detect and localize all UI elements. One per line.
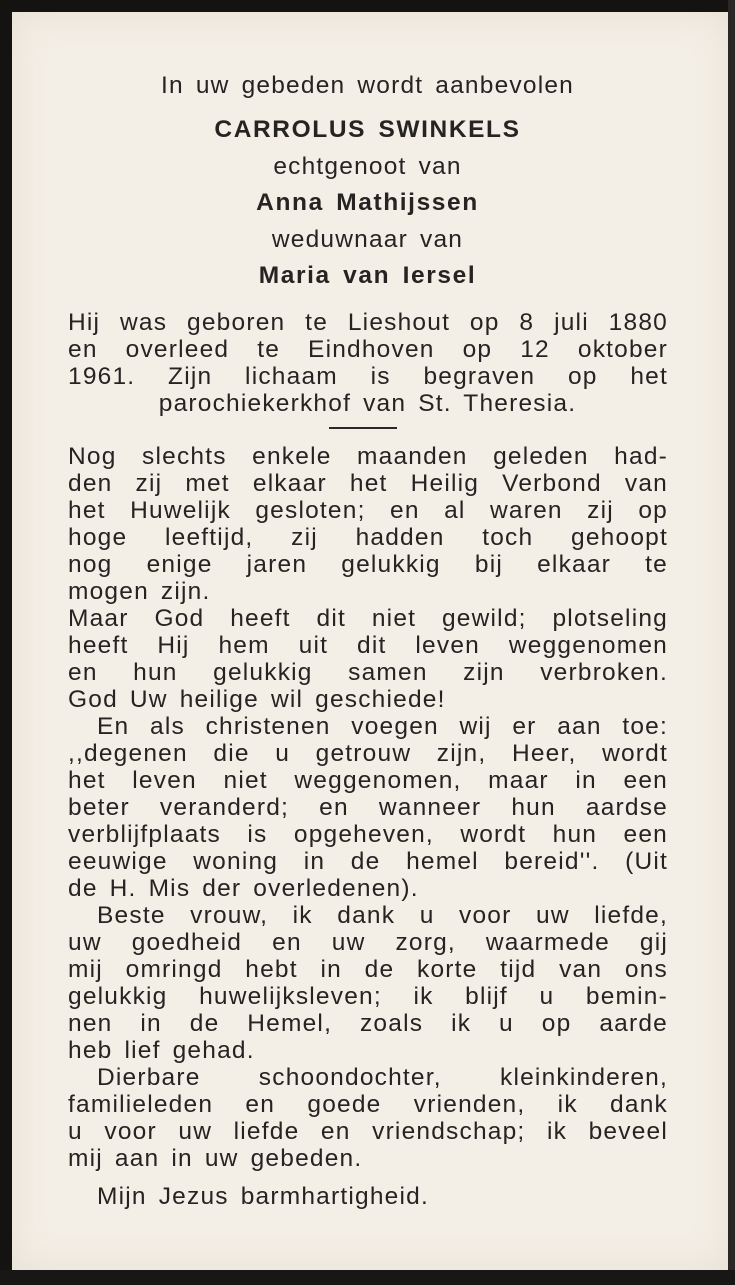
card-edge-bottom bbox=[0, 1270, 735, 1285]
body-line: Dierbare schoondochter, kleinkinderen, bbox=[97, 1064, 668, 1091]
body-line: uw goedheid en uw zorg, waarmede gij bbox=[68, 929, 668, 956]
intro-line: In uw gebeden wordt aanbevolen bbox=[161, 72, 574, 99]
bio-line: 1961. Zijn lichaam is begraven op het bbox=[68, 363, 668, 390]
body-line: ,,degenen die u getrouw zijn, Heer, wordt bbox=[68, 740, 668, 767]
body-line: mij omringd hebt in de korte tijd van ons bbox=[68, 956, 668, 983]
body-line: gelukkig huwelijksleven; ik blijf u bemin- bbox=[68, 983, 668, 1010]
body-line: mogen zijn. bbox=[68, 578, 211, 605]
body-line: eeuwige woning in de hemel bereid''. (Uit bbox=[68, 848, 668, 875]
body-line: u voor uw liefde en vriendschap; ik beveel bbox=[68, 1118, 668, 1145]
deceased-name: CARROLUS SWINKELS bbox=[214, 116, 521, 143]
divider-rule bbox=[329, 427, 397, 429]
body-line: hoge leeftijd, zij hadden toch gehoopt bbox=[68, 524, 668, 551]
body-line: nen in de Hemel, zoals ik u op aarde bbox=[68, 1010, 668, 1037]
closing-line: Mijn Jezus barmhartigheid. bbox=[97, 1183, 429, 1210]
body-line: de H. Mis der overledenen). bbox=[68, 875, 419, 902]
body-line: het leven niet weggenomen, maar in een bbox=[68, 767, 668, 794]
bio-line: Hij was geboren te Lieshout op 8 juli 1880 bbox=[68, 309, 668, 336]
body-line: En als christenen voegen wij er aan toe: bbox=[97, 713, 668, 740]
relation-line-2: weduwnaar van bbox=[271, 226, 464, 253]
body-line: God Uw heilige wil geschiede! bbox=[68, 686, 446, 713]
body-line: nog enige jaren gelukkig bij elkaar te bbox=[68, 551, 668, 578]
body-line: heb lief gehad. bbox=[68, 1037, 255, 1064]
body-line: familieleden en goede vrienden, ik dank bbox=[68, 1091, 668, 1118]
bio-line: en overleed te Eindhoven op 12 oktober bbox=[68, 336, 668, 363]
body-line: Maar God heeft dit niet gewild; plotseling bbox=[68, 605, 668, 632]
spouse-name-2: Maria van Iersel bbox=[258, 262, 477, 289]
relation-line-1: echtgenoot van bbox=[273, 153, 462, 180]
bio-line: parochiekerkhof van St. Theresia. bbox=[158, 390, 577, 417]
body-line: Beste vrouw, ik dank u voor uw liefde, bbox=[97, 902, 668, 929]
spouse-name-1: Anna Mathijssen bbox=[256, 189, 479, 216]
body-line: heeft Hij hem uit dit leven weggenomen bbox=[68, 632, 668, 659]
body-line: Nog slechts enkele maanden geleden had- bbox=[68, 443, 668, 470]
body-line: den zij met elkaar het Heilig Verbond van bbox=[68, 470, 668, 497]
body-line: en hun gelukkig samen zijn verbroken. bbox=[68, 659, 668, 686]
body-line: beter veranderd; en wanneer hun aardse bbox=[68, 794, 668, 821]
body-line: mij aan in uw gebeden. bbox=[68, 1145, 363, 1172]
body-line: het Huwelijk gesloten; en al waren zij op bbox=[68, 497, 668, 524]
body-line: verblijfplaats is opgeheven, wordt hun een bbox=[68, 821, 668, 848]
